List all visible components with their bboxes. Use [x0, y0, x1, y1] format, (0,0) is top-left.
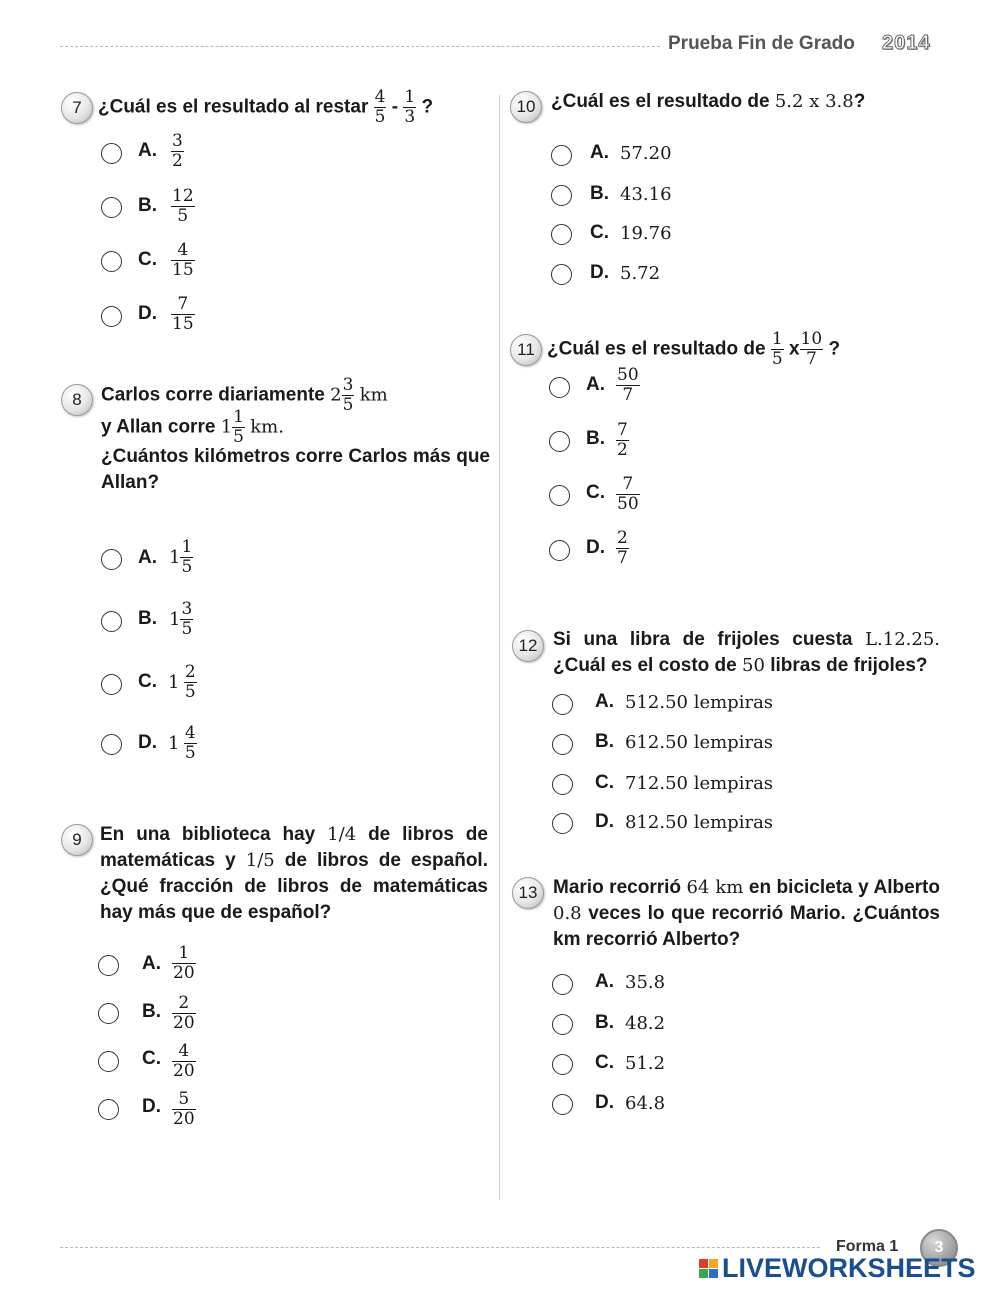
q7-option-b-radio[interactable] — [101, 197, 122, 218]
q12-option-b-value: 612.50 lempiras — [625, 732, 774, 753]
q9-value-1: 1/4 — [327, 824, 357, 845]
q13-option-d-value: 64.8 — [625, 1093, 666, 1114]
liveworksheets-logo — [699, 1253, 976, 1284]
q8-option-d-value: 1 $\frac{4}{5}$ — [168, 723, 196, 763]
q11-option-c-label: C. — [586, 482, 605, 503]
question-7-text: ¿Cuál es el resultado al restar — [98, 96, 369, 118]
logo-blocks-icon — [699, 1259, 718, 1278]
q10-option-c-value: 19.76 — [620, 223, 672, 244]
q8-option-a-label: A. — [138, 547, 157, 568]
question-10-text: ¿Cuál es el resultado de — [551, 91, 770, 112]
q13-option-d-radio[interactable] — [552, 1094, 573, 1115]
q7-option-a-label: A. — [138, 140, 157, 161]
q11-option-a-label: A. — [586, 374, 605, 395]
q10-option-d-radio[interactable] — [551, 264, 572, 285]
q10-option-d-label: D. — [590, 262, 609, 283]
question-number-9: 9 — [61, 824, 93, 856]
q8-option-d-radio[interactable] — [101, 734, 122, 755]
question-10-expression: 5.2 x 3.8 — [774, 91, 854, 112]
q12-option-b-radio[interactable] — [552, 734, 573, 755]
q9-option-a-value: $\frac{1}{20}$ — [173, 943, 195, 983]
q9-option-d-label: D. — [142, 1096, 161, 1117]
q8-m1-fraction: $\frac{3}{5}$ — [342, 375, 354, 415]
q11-option-b-value: $\frac{7}{2}$ — [617, 420, 628, 460]
q8-m2-fraction: $\frac{1}{5}$ — [233, 407, 244, 447]
q8-m1-unit: km — [359, 384, 388, 406]
q12-option-d-radio[interactable] — [552, 813, 573, 834]
q9-option-b-radio[interactable] — [98, 1003, 119, 1024]
q8-option-a-radio[interactable] — [101, 549, 122, 570]
q7-option-b-label: B. — [138, 195, 157, 216]
q7-option-c-value: $\frac{4}{15}$ — [172, 240, 194, 280]
question-10-prompt: ¿Cuál es el resultado de 5.2 x 3.8? — [551, 91, 866, 112]
q7-option-d-label: D. — [138, 303, 157, 324]
question-number-11: 11 — [510, 334, 542, 366]
q8-option-d-label: D. — [138, 732, 157, 753]
question-11-fraction-2: $\frac{10}{7}$ — [800, 329, 823, 369]
q11-option-d-label: D. — [586, 537, 605, 558]
q13-option-a-label: A. — [595, 971, 614, 992]
q13-option-a-radio[interactable] — [552, 974, 573, 995]
liveworksheets-brand: LIVEWORKSHEETS — [722, 1253, 976, 1283]
q13-option-c-radio[interactable] — [552, 1054, 573, 1075]
q9-option-d-radio[interactable] — [98, 1099, 119, 1120]
q10-option-b-radio[interactable] — [551, 185, 572, 206]
question-11-prompt: ¿Cuál es el resultado de $\frac{1}{5}$ x $\frac{10}{7}$ ? — [547, 329, 841, 369]
header-year: 2014 — [882, 32, 931, 54]
q9-option-b-value: $\frac{2}{20}$ — [173, 993, 195, 1033]
q9-value-2: 1/5 — [245, 850, 275, 871]
q13-option-b-value: 48.2 — [625, 1013, 666, 1034]
q13-option-c-value: 51.2 — [625, 1053, 666, 1074]
q7-option-b-value: $\frac{12}{5}$ — [172, 186, 194, 226]
question-number-10: 10 — [510, 91, 542, 123]
question-9-text: En una biblioteca hay 1/4 de libros de matemáticas y 1/5 de libros de español. ¿Qué fracción de libros de matemáticas hay más que de español? — [100, 824, 488, 923]
header-title: Prueba Fin de Grado — [668, 33, 855, 54]
question-8-line-2 — [101, 408, 284, 447]
question-8-text-2: y Allan corre — [101, 416, 216, 438]
q11-option-a-value: $\frac{50}{7}$ — [617, 365, 639, 405]
question-number-13: 13 — [512, 877, 544, 909]
q13-option-c-label: C. — [595, 1052, 614, 1073]
q10-option-b-label: B. — [590, 183, 609, 204]
q13-factor: 0.8 — [553, 903, 582, 924]
q8-option-b-radio[interactable] — [101, 611, 122, 632]
q9-option-d-value: $\frac{5}{20}$ — [173, 1089, 195, 1129]
q13-distance: 64 km — [686, 877, 744, 898]
q11-option-c-value: $\frac{7}{50}$ — [617, 474, 639, 514]
q10-option-d-value: 5.72 — [620, 263, 661, 284]
q12-option-a-value: 512.50 lempiras — [625, 692, 774, 713]
q12-option-d-label: D. — [595, 811, 614, 832]
q7-option-c-radio[interactable] — [101, 251, 122, 272]
q13-option-b-radio[interactable] — [552, 1014, 573, 1035]
q11-option-d-radio[interactable] — [549, 540, 570, 561]
q11-option-d-value: $\frac{2}{7}$ — [617, 528, 628, 568]
q10-option-a-value: 57.20 — [620, 143, 672, 164]
q9-option-b-label: B. — [142, 1001, 161, 1022]
q13-option-b-label: B. — [595, 1012, 614, 1033]
question-7-fraction-1: $\frac{4}{5}$ — [374, 87, 386, 127]
q12-option-c-label: C. — [595, 772, 614, 793]
question-number-7: 7 — [61, 92, 93, 124]
q8-m2-whole: 1 — [220, 416, 233, 438]
minus-sign: - — [391, 96, 399, 118]
q12-option-a-label: A. — [595, 691, 614, 712]
q10-option-c-radio[interactable] — [551, 224, 572, 245]
q13-option-d-label: D. — [595, 1092, 614, 1113]
question-number-8: 8 — [61, 384, 93, 416]
q12-option-c-value: 712.50 lempiras — [625, 773, 774, 794]
footer-form-label: Forma 1 — [836, 1238, 899, 1255]
q9-option-c-value: $\frac{4}{20}$ — [173, 1041, 195, 1081]
question-13-text: Mario recorrió 64 km en bicicleta y Alberto 0.8 veces lo que recorrió Mario. ¿Cuántos km recorrió Alberto? — [553, 877, 941, 950]
question-7-fraction-2: $\frac{1}{3}$ — [404, 87, 416, 127]
q10-option-a-label: A. — [590, 142, 609, 163]
footer-rule — [60, 1247, 820, 1248]
q12-option-d-value: 812.50 lempiras — [625, 812, 774, 833]
q12-price: L.12.25. — [865, 629, 941, 650]
column-divider — [499, 95, 500, 1200]
q10-option-a-radio[interactable] — [551, 145, 572, 166]
question-number-12: 12 — [512, 630, 544, 662]
q10-option-b-value: 43.16 — [620, 184, 672, 205]
q13-option-a-value: 35.8 — [625, 972, 666, 993]
q7-option-d-radio[interactable] — [101, 306, 122, 327]
q9-option-c-radio[interactable] — [98, 1051, 119, 1072]
q9-option-a-radio[interactable] — [98, 955, 119, 976]
page-number: 3 — [920, 1229, 958, 1267]
q12-option-b-label: B. — [595, 731, 614, 752]
question-11-text: ¿Cuál es el resultado de — [547, 338, 766, 360]
q11-option-a-radio[interactable] — [549, 377, 570, 398]
q11-option-b-label: B. — [586, 428, 605, 449]
q11-option-c-radio[interactable] — [549, 485, 570, 506]
question-8-text-1: Carlos corre diariamente — [101, 384, 325, 406]
q11-option-b-radio[interactable] — [549, 431, 570, 452]
q8-option-c-label: C. — [138, 671, 157, 692]
q10-option-c-label: C. — [590, 222, 609, 243]
header-rule — [60, 46, 660, 47]
q8-m1-whole: 2 — [330, 384, 342, 406]
q7-option-a-value: $\frac{3}{2}$ — [172, 131, 183, 171]
q12-quantity: 50 — [742, 655, 765, 676]
question-8-text-3: ¿Cuántos kilómetros corre Carlos más que Allan? — [101, 446, 490, 493]
q9-option-a-label: A. — [142, 953, 161, 974]
q9-option-c-label: C. — [142, 1048, 161, 1069]
q8-option-b-label: B. — [138, 608, 157, 629]
q8-option-c-radio[interactable] — [101, 674, 122, 695]
q12-option-c-radio[interactable] — [552, 774, 573, 795]
q8-option-a-value: 1 $\frac{1}{5}$ — [169, 537, 193, 577]
times-sign: x — [788, 338, 800, 360]
q7-option-d-value: $\frac{7}{15}$ — [172, 294, 194, 334]
q8-option-c-value: 1 $\frac{2}{5}$ — [168, 662, 196, 702]
question-mark: ? — [421, 96, 434, 118]
q7-option-a-radio[interactable] — [101, 143, 122, 164]
question-12-text: Si una libra de frijoles cuesta L.12.25. ¿Cuál es el costo de 50 libras de frijoles? — [553, 629, 941, 676]
question-11-fraction-1: $\frac{1}{5}$ — [771, 329, 783, 369]
q8-option-b-value: 1 $\frac{3}{5}$ — [169, 599, 193, 639]
q7-option-c-label: C. — [138, 249, 157, 270]
question-7-prompt — [98, 88, 433, 127]
q8-m2-unit: km. — [250, 416, 284, 438]
q12-option-a-radio[interactable] — [552, 694, 573, 715]
